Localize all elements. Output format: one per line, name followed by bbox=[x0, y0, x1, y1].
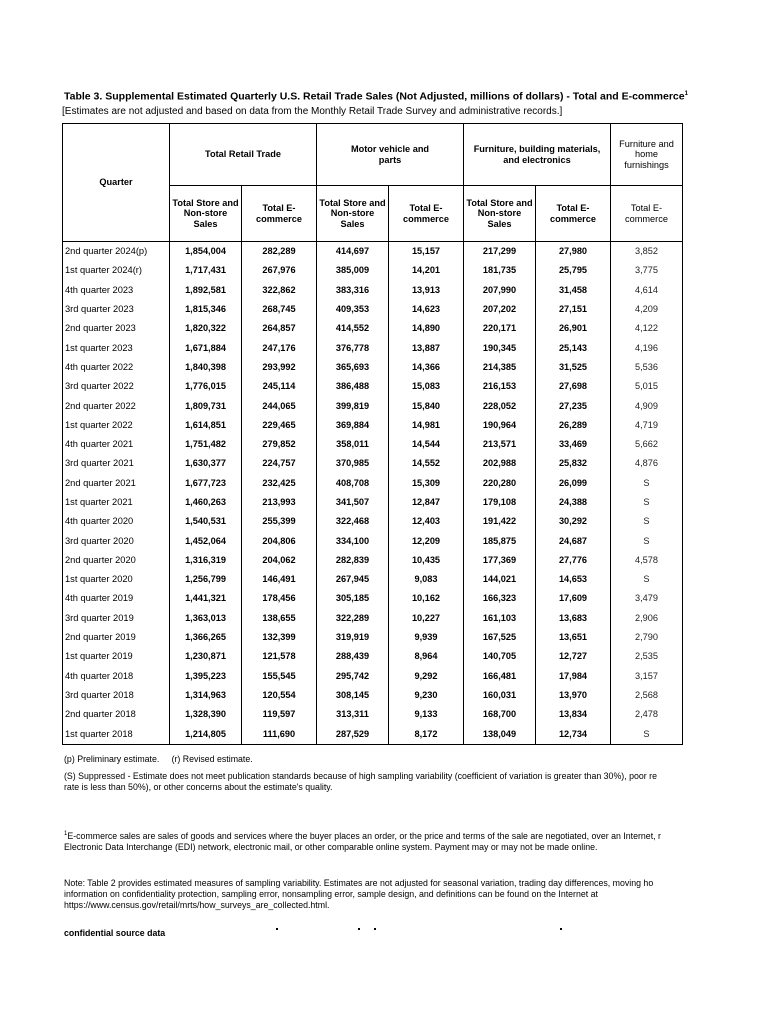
footnote-ecommerce: $^1$E-commerce sales are sales of goods and services where the buyer places an order, or the price and terms of the sale are negotiated, over an Internet, r Electronic Data Interchange (EDI) network, electronic mail, or other comparable online system. Payment may or may not be made online. bbox=[64, 830, 661, 852]
total-retail-sales-cell: 1,540,531 bbox=[170, 512, 242, 531]
table-row bbox=[63, 377, 683, 396]
furniture-building-ecommerce-cell: 25,795 bbox=[536, 261, 611, 280]
total-retail-ecommerce-cell: 146,491 bbox=[242, 570, 317, 589]
footnote-estimates bbox=[64, 754, 682, 765]
total-retail-ecommerce-cell: 282,289 bbox=[242, 242, 317, 262]
total-retail-ecommerce-cell: 178,456 bbox=[242, 589, 317, 608]
total-retail-ecommerce-cell: 155,545 bbox=[242, 667, 317, 686]
total-retail-sales-cell: 1,214,805 bbox=[170, 724, 242, 744]
quarter-cell: 1st quarter 2024(r) bbox=[63, 261, 170, 280]
table-row bbox=[63, 281, 683, 300]
quarter-cell: 3rd quarter 2020 bbox=[63, 531, 170, 550]
total-retail-ecommerce-cell: 268,745 bbox=[242, 300, 317, 319]
furniture-building-sales-cell: 190,345 bbox=[464, 338, 536, 357]
furniture-building-ecommerce-cell: 13,651 bbox=[536, 628, 611, 647]
group-header-total-retail: Total Retail Trade bbox=[170, 124, 317, 186]
motor-vehicle-sales-cell: 267,945 bbox=[317, 570, 389, 589]
motor-vehicle-sales-cell: 288,439 bbox=[317, 647, 389, 666]
furniture-building-sales-cell: 160,031 bbox=[464, 686, 536, 705]
scan-speck bbox=[358, 928, 360, 930]
furniture-building-ecommerce-cell: 17,609 bbox=[536, 589, 611, 608]
table-row bbox=[63, 570, 683, 589]
furniture-home-ecommerce-cell: 2,906 bbox=[611, 609, 683, 628]
furniture-building-sales-cell: 138,049 bbox=[464, 724, 536, 744]
furniture-building-sales-cell: 168,700 bbox=[464, 705, 536, 724]
furniture-building-ecommerce-cell: 25,143 bbox=[536, 338, 611, 357]
total-retail-sales-cell: 1,366,265 bbox=[170, 628, 242, 647]
motor-vehicle-ecommerce-cell: 13,913 bbox=[389, 281, 464, 300]
furniture-building-ecommerce-cell: 27,235 bbox=[536, 396, 611, 415]
motor-vehicle-ecommerce-cell: 15,083 bbox=[389, 377, 464, 396]
motor-vehicle-sales-cell: 305,185 bbox=[317, 589, 389, 608]
quarter-cell: 4th quarter 2023 bbox=[63, 281, 170, 300]
table-row bbox=[63, 319, 683, 338]
total-retail-ecommerce-cell: 119,597 bbox=[242, 705, 317, 724]
motor-vehicle-sales-cell: 322,468 bbox=[317, 512, 389, 531]
total-retail-sales-cell: 1,230,871 bbox=[170, 647, 242, 666]
furniture-building-sales-cell: 220,280 bbox=[464, 474, 536, 493]
motor-vehicle-ecommerce-cell: 14,981 bbox=[389, 416, 464, 435]
motor-vehicle-sales-cell: 369,884 bbox=[317, 416, 389, 435]
quarter-cell: 3rd quarter 2021 bbox=[63, 454, 170, 473]
furniture-home-ecommerce-cell: 3,157 bbox=[611, 667, 683, 686]
furniture-home-ecommerce-cell: 5,015 bbox=[611, 377, 683, 396]
table-title-text: Table 3. Supplemental Estimated Quarterly U.S. Retail Trade Sales (Not Adjusted, millions of dollars) - Total and E-commerce bbox=[64, 90, 685, 103]
furniture-building-ecommerce-cell: 26,289 bbox=[536, 416, 611, 435]
table-row bbox=[63, 435, 683, 454]
furniture-home-ecommerce-cell: S bbox=[611, 531, 683, 550]
motor-vehicle-ecommerce-cell: 15,840 bbox=[389, 396, 464, 415]
quarter-cell: 3rd quarter 2023 bbox=[63, 300, 170, 319]
motor-vehicle-ecommerce-cell: 10,162 bbox=[389, 589, 464, 608]
total-retail-sales-cell: 1,363,013 bbox=[170, 609, 242, 628]
table-row bbox=[63, 686, 683, 705]
motor-vehicle-sales-cell: 287,529 bbox=[317, 724, 389, 744]
col-header-total-sales: Total Store and Non-store Sales bbox=[170, 186, 242, 242]
motor-vehicle-sales-cell: 386,488 bbox=[317, 377, 389, 396]
total-retail-ecommerce-cell: 293,992 bbox=[242, 358, 317, 377]
quarter-cell: 4th quarter 2019 bbox=[63, 589, 170, 608]
motor-vehicle-ecommerce-cell: 9,230 bbox=[389, 686, 464, 705]
quarter-cell: 2nd quarter 2021 bbox=[63, 474, 170, 493]
quarter-cell: 3rd quarter 2018 bbox=[63, 686, 170, 705]
table-row bbox=[63, 300, 683, 319]
furniture-building-ecommerce-cell: 13,970 bbox=[536, 686, 611, 705]
quarter-cell: 2nd quarter 2024(p) bbox=[63, 242, 170, 262]
total-retail-ecommerce-cell: 267,976 bbox=[242, 261, 317, 280]
furniture-building-sales-cell: 166,481 bbox=[464, 667, 536, 686]
motor-vehicle-ecommerce-cell: 14,201 bbox=[389, 261, 464, 280]
furniture-building-ecommerce-cell: 14,653 bbox=[536, 570, 611, 589]
total-retail-ecommerce-cell: 264,857 bbox=[242, 319, 317, 338]
total-retail-sales-cell: 1,671,884 bbox=[170, 338, 242, 357]
col-header-total-ecommerce: Total E-commerce bbox=[536, 186, 611, 242]
motor-vehicle-ecommerce-cell: 14,366 bbox=[389, 358, 464, 377]
furniture-building-sales-cell: 202,988 bbox=[464, 454, 536, 473]
total-retail-ecommerce-cell: 255,399 bbox=[242, 512, 317, 531]
motor-vehicle-ecommerce-cell: 10,435 bbox=[389, 551, 464, 570]
motor-vehicle-ecommerce-cell: 14,552 bbox=[389, 454, 464, 473]
table-row bbox=[63, 512, 683, 531]
revised-note: (r) Revised estimate. bbox=[171, 754, 253, 764]
quarter-cell: 3rd quarter 2019 bbox=[63, 609, 170, 628]
furniture-home-ecommerce-cell: 2,535 bbox=[611, 647, 683, 666]
total-retail-sales-cell: 1,630,377 bbox=[170, 454, 242, 473]
furniture-home-ecommerce-cell: 3,479 bbox=[611, 589, 683, 608]
total-retail-sales-cell: 1,751,482 bbox=[170, 435, 242, 454]
table-row bbox=[63, 474, 683, 493]
furniture-building-sales-cell: 140,705 bbox=[464, 647, 536, 666]
motor-vehicle-ecommerce-cell: 9,292 bbox=[389, 667, 464, 686]
furniture-building-sales-cell: 191,422 bbox=[464, 512, 536, 531]
table-row bbox=[63, 628, 683, 647]
furniture-home-ecommerce-cell: 3,852 bbox=[611, 242, 683, 262]
motor-vehicle-sales-cell: 383,316 bbox=[317, 281, 389, 300]
motor-vehicle-sales-cell: 385,009 bbox=[317, 261, 389, 280]
total-retail-ecommerce-cell: 111,690 bbox=[242, 724, 317, 744]
table-row bbox=[63, 358, 683, 377]
scan-speck bbox=[276, 928, 278, 930]
quarter-cell: 2nd quarter 2018 bbox=[63, 705, 170, 724]
furniture-building-ecommerce-cell: 31,525 bbox=[536, 358, 611, 377]
motor-vehicle-sales-cell: 414,697 bbox=[317, 242, 389, 262]
furniture-home-ecommerce-cell: S bbox=[611, 570, 683, 589]
furniture-home-ecommerce-cell: 3,775 bbox=[611, 261, 683, 280]
table-row bbox=[63, 705, 683, 724]
furniture-building-ecommerce-cell: 27,980 bbox=[536, 242, 611, 262]
motor-vehicle-sales-cell: 370,985 bbox=[317, 454, 389, 473]
motor-vehicle-ecommerce-cell: 15,157 bbox=[389, 242, 464, 262]
motor-vehicle-sales-cell: 282,839 bbox=[317, 551, 389, 570]
furniture-home-ecommerce-cell: 4,578 bbox=[611, 551, 683, 570]
quarter-cell: 1st quarter 2020 bbox=[63, 570, 170, 589]
total-retail-sales-cell: 1,815,346 bbox=[170, 300, 242, 319]
total-retail-ecommerce-cell: 245,114 bbox=[242, 377, 317, 396]
furniture-building-ecommerce-cell: 24,687 bbox=[536, 531, 611, 550]
furniture-building-sales-cell: 213,571 bbox=[464, 435, 536, 454]
furniture-building-sales-cell: 181,735 bbox=[464, 261, 536, 280]
footnote-note: Note: Table 2 provides estimated measures of sampling variability. Estimates are not adjusted for seasonal variation, trading day differences, moving ho information on confidentiality protection, sampling error, nonsampling error, sample design, and definitions can be found on the Internet at https://www.census.gov/retail/mrts/how_surveys_are_collected.html. bbox=[64, 878, 654, 910]
furniture-building-sales-cell: 220,171 bbox=[464, 319, 536, 338]
quarter-cell: 2nd quarter 2020 bbox=[63, 551, 170, 570]
table-row bbox=[63, 261, 683, 280]
motor-vehicle-ecommerce-cell: 9,083 bbox=[389, 570, 464, 589]
furniture-building-ecommerce-cell: 12,727 bbox=[536, 647, 611, 666]
total-retail-ecommerce-cell: 213,993 bbox=[242, 493, 317, 512]
col-header-total-sales: Total Store and Non-store Sales bbox=[317, 186, 389, 242]
total-retail-sales-cell: 1,677,723 bbox=[170, 474, 242, 493]
col-header-total-ecommerce: Total E-commerce bbox=[611, 186, 683, 242]
furniture-home-ecommerce-cell: 4,122 bbox=[611, 319, 683, 338]
furniture-home-ecommerce-cell: S bbox=[611, 512, 683, 531]
col-header-total-ecommerce: Total E-commerce bbox=[242, 186, 317, 242]
furniture-building-sales-cell: 214,385 bbox=[464, 358, 536, 377]
table-body bbox=[63, 242, 683, 745]
motor-vehicle-ecommerce-cell: 13,887 bbox=[389, 338, 464, 357]
furniture-home-ecommerce-cell: S bbox=[611, 474, 683, 493]
furniture-building-sales-cell: 207,990 bbox=[464, 281, 536, 300]
quarter-cell: 1st quarter 2021 bbox=[63, 493, 170, 512]
furniture-building-ecommerce-cell: 24,388 bbox=[536, 493, 611, 512]
total-retail-sales-cell: 1,854,004 bbox=[170, 242, 242, 262]
furniture-home-ecommerce-cell: 5,662 bbox=[611, 435, 683, 454]
motor-vehicle-sales-cell: 358,011 bbox=[317, 435, 389, 454]
quarter-cell: 2nd quarter 2019 bbox=[63, 628, 170, 647]
total-retail-sales-cell: 1,328,390 bbox=[170, 705, 242, 724]
table-row bbox=[63, 667, 683, 686]
motor-vehicle-ecommerce-cell: 9,939 bbox=[389, 628, 464, 647]
quarter-cell: 4th quarter 2022 bbox=[63, 358, 170, 377]
group-header-furniture-home: Furniture and home furnishings bbox=[611, 124, 683, 186]
furniture-home-ecommerce-cell: S bbox=[611, 724, 683, 744]
total-retail-ecommerce-cell: 244,065 bbox=[242, 396, 317, 415]
motor-vehicle-ecommerce-cell: 12,209 bbox=[389, 531, 464, 550]
motor-vehicle-sales-cell: 409,353 bbox=[317, 300, 389, 319]
motor-vehicle-sales-cell: 313,311 bbox=[317, 705, 389, 724]
total-retail-sales-cell: 1,452,064 bbox=[170, 531, 242, 550]
total-retail-ecommerce-cell: 204,806 bbox=[242, 531, 317, 550]
motor-vehicle-ecommerce-cell: 12,403 bbox=[389, 512, 464, 531]
confidential-source-label: confidential source data bbox=[64, 928, 166, 938]
furniture-building-sales-cell: 217,299 bbox=[464, 242, 536, 262]
furniture-home-ecommerce-cell: 4,719 bbox=[611, 416, 683, 435]
motor-vehicle-ecommerce-cell: 14,544 bbox=[389, 435, 464, 454]
motor-vehicle-sales-cell: 341,507 bbox=[317, 493, 389, 512]
total-retail-ecommerce-cell: 204,062 bbox=[242, 551, 317, 570]
quarter-cell: 2nd quarter 2022 bbox=[63, 396, 170, 415]
table-row bbox=[63, 647, 683, 666]
furniture-building-sales-cell: 228,052 bbox=[464, 396, 536, 415]
furniture-building-sales-cell: 185,875 bbox=[464, 531, 536, 550]
quarter-cell: 1st quarter 2019 bbox=[63, 647, 170, 666]
group-header-furniture-building: Furniture, building materials, and electronics bbox=[464, 124, 611, 186]
furniture-building-ecommerce-cell: 30,292 bbox=[536, 512, 611, 531]
total-retail-sales-cell: 1,441,321 bbox=[170, 589, 242, 608]
motor-vehicle-ecommerce-cell: 12,847 bbox=[389, 493, 464, 512]
quarter-cell: 2nd quarter 2023 bbox=[63, 319, 170, 338]
furniture-building-ecommerce-cell: 26,099 bbox=[536, 474, 611, 493]
retail-sales-table bbox=[62, 123, 683, 745]
motor-vehicle-sales-cell: 408,708 bbox=[317, 474, 389, 493]
total-retail-sales-cell: 1,256,799 bbox=[170, 570, 242, 589]
total-retail-sales-cell: 1,820,322 bbox=[170, 319, 242, 338]
quarter-cell: 4th quarter 2018 bbox=[63, 667, 170, 686]
furniture-home-ecommerce-cell: 4,876 bbox=[611, 454, 683, 473]
table-subtitle: [Estimates are not adjusted and based on data from the Monthly Retail Trade Survey and administrative records.] bbox=[62, 106, 563, 117]
motor-vehicle-sales-cell: 322,289 bbox=[317, 609, 389, 628]
motor-vehicle-sales-cell: 308,145 bbox=[317, 686, 389, 705]
furniture-building-sales-cell: 190,964 bbox=[464, 416, 536, 435]
quarter-cell: 4th quarter 2020 bbox=[63, 512, 170, 531]
total-retail-sales-cell: 1,840,398 bbox=[170, 358, 242, 377]
total-retail-sales-cell: 1,809,731 bbox=[170, 396, 242, 415]
total-retail-ecommerce-cell: 138,655 bbox=[242, 609, 317, 628]
total-retail-sales-cell: 1,395,223 bbox=[170, 667, 242, 686]
furniture-home-ecommerce-cell: 4,209 bbox=[611, 300, 683, 319]
motor-vehicle-ecommerce-cell: 8,172 bbox=[389, 724, 464, 744]
furniture-building-ecommerce-cell: 26,901 bbox=[536, 319, 611, 338]
furniture-home-ecommerce-cell: 4,909 bbox=[611, 396, 683, 415]
table-row bbox=[63, 416, 683, 435]
motor-vehicle-sales-cell: 365,693 bbox=[317, 358, 389, 377]
table-row bbox=[63, 589, 683, 608]
table-row bbox=[63, 493, 683, 512]
motor-vehicle-ecommerce-cell: 9,133 bbox=[389, 705, 464, 724]
furniture-building-ecommerce-cell: 13,683 bbox=[536, 609, 611, 628]
furniture-home-ecommerce-cell: 4,614 bbox=[611, 281, 683, 300]
motor-vehicle-sales-cell: 376,778 bbox=[317, 338, 389, 357]
title-footnote-marker: 1 bbox=[684, 91, 688, 97]
motor-vehicle-sales-cell: 399,819 bbox=[317, 396, 389, 415]
table-row bbox=[63, 724, 683, 744]
furniture-home-ecommerce-cell: 2,478 bbox=[611, 705, 683, 724]
col-header-total-ecommerce: Total E-commerce bbox=[389, 186, 464, 242]
total-retail-sales-cell: 1,460,263 bbox=[170, 493, 242, 512]
motor-vehicle-ecommerce-cell: 14,890 bbox=[389, 319, 464, 338]
furniture-building-ecommerce-cell: 27,151 bbox=[536, 300, 611, 319]
quarter-cell: 4th quarter 2021 bbox=[63, 435, 170, 454]
total-retail-ecommerce-cell: 232,425 bbox=[242, 474, 317, 493]
quarter-cell: 1st quarter 2018 bbox=[63, 724, 170, 744]
motor-vehicle-ecommerce-cell: 10,227 bbox=[389, 609, 464, 628]
ecommerce-footnote-marker: 1 bbox=[64, 831, 68, 837]
furniture-building-sales-cell: 207,202 bbox=[464, 300, 536, 319]
footnote-suppressed: (S) Suppressed - Estimate does not meet publication standards because of high sampling variability (coefficient of variation is greater than 30%), poor re rate is less than 50%), or other concerns about the estimate's quality. bbox=[64, 771, 657, 792]
motor-vehicle-ecommerce-cell: 15,309 bbox=[389, 474, 464, 493]
furniture-building-sales-cell: 161,103 bbox=[464, 609, 536, 628]
total-retail-ecommerce-cell: 224,757 bbox=[242, 454, 317, 473]
furniture-building-ecommerce-cell: 27,776 bbox=[536, 551, 611, 570]
motor-vehicle-sales-cell: 414,552 bbox=[317, 319, 389, 338]
furniture-building-ecommerce-cell: 31,458 bbox=[536, 281, 611, 300]
motor-vehicle-sales-cell: 319,919 bbox=[317, 628, 389, 647]
table-row bbox=[63, 396, 683, 415]
table-row bbox=[63, 551, 683, 570]
col-header-total-sales: Total Store and Non-store Sales bbox=[464, 186, 536, 242]
total-retail-ecommerce-cell: 120,554 bbox=[242, 686, 317, 705]
furniture-building-sales-cell: 177,369 bbox=[464, 551, 536, 570]
total-retail-sales-cell: 1,776,015 bbox=[170, 377, 242, 396]
motor-vehicle-sales-cell: 334,100 bbox=[317, 531, 389, 550]
table-row bbox=[63, 454, 683, 473]
furniture-building-ecommerce-cell: 13,834 bbox=[536, 705, 611, 724]
quarter-cell: 3rd quarter 2022 bbox=[63, 377, 170, 396]
table-row bbox=[63, 609, 683, 628]
motor-vehicle-ecommerce-cell: 14,623 bbox=[389, 300, 464, 319]
quarter-cell: 1st quarter 2022 bbox=[63, 416, 170, 435]
total-retail-ecommerce-cell: 229,465 bbox=[242, 416, 317, 435]
group-header-motor-vehicle: Motor vehicle and parts bbox=[317, 124, 464, 186]
table-title bbox=[64, 88, 764, 104]
table-row bbox=[63, 531, 683, 550]
total-retail-ecommerce-cell: 322,862 bbox=[242, 281, 317, 300]
furniture-home-ecommerce-cell: 2,790 bbox=[611, 628, 683, 647]
quarter-cell: 1st quarter 2023 bbox=[63, 338, 170, 357]
furniture-building-sales-cell: 144,021 bbox=[464, 570, 536, 589]
furniture-building-sales-cell: 179,108 bbox=[464, 493, 536, 512]
total-retail-ecommerce-cell: 279,852 bbox=[242, 435, 317, 454]
quarter-header: Quarter bbox=[63, 124, 170, 242]
furniture-building-sales-cell: 216,153 bbox=[464, 377, 536, 396]
total-retail-ecommerce-cell: 132,399 bbox=[242, 628, 317, 647]
furniture-building-sales-cell: 167,525 bbox=[464, 628, 536, 647]
total-retail-sales-cell: 1,614,851 bbox=[170, 416, 242, 435]
furniture-building-sales-cell: 166,323 bbox=[464, 589, 536, 608]
total-retail-sales-cell: 1,316,319 bbox=[170, 551, 242, 570]
furniture-home-ecommerce-cell: S bbox=[611, 493, 683, 512]
furniture-home-ecommerce-cell: 4,196 bbox=[611, 338, 683, 357]
scan-speck bbox=[374, 928, 376, 930]
table-row bbox=[63, 242, 683, 262]
furniture-building-ecommerce-cell: 27,698 bbox=[536, 377, 611, 396]
furniture-home-ecommerce-cell: 5,536 bbox=[611, 358, 683, 377]
motor-vehicle-sales-cell: 295,742 bbox=[317, 667, 389, 686]
total-retail-sales-cell: 1,717,431 bbox=[170, 261, 242, 280]
furniture-building-ecommerce-cell: 12,734 bbox=[536, 724, 611, 744]
total-retail-sales-cell: 1,314,963 bbox=[170, 686, 242, 705]
table-row bbox=[63, 338, 683, 357]
total-retail-ecommerce-cell: 247,176 bbox=[242, 338, 317, 357]
prelim-note: (p) Preliminary estimate. bbox=[64, 754, 160, 764]
total-retail-sales-cell: 1,892,581 bbox=[170, 281, 242, 300]
furniture-home-ecommerce-cell: 2,568 bbox=[611, 686, 683, 705]
motor-vehicle-ecommerce-cell: 8,964 bbox=[389, 647, 464, 666]
scan-speck bbox=[560, 928, 562, 930]
total-retail-ecommerce-cell: 121,578 bbox=[242, 647, 317, 666]
furniture-building-ecommerce-cell: 25,832 bbox=[536, 454, 611, 473]
furniture-building-ecommerce-cell: 17,984 bbox=[536, 667, 611, 686]
furniture-building-ecommerce-cell: 33,469 bbox=[536, 435, 611, 454]
